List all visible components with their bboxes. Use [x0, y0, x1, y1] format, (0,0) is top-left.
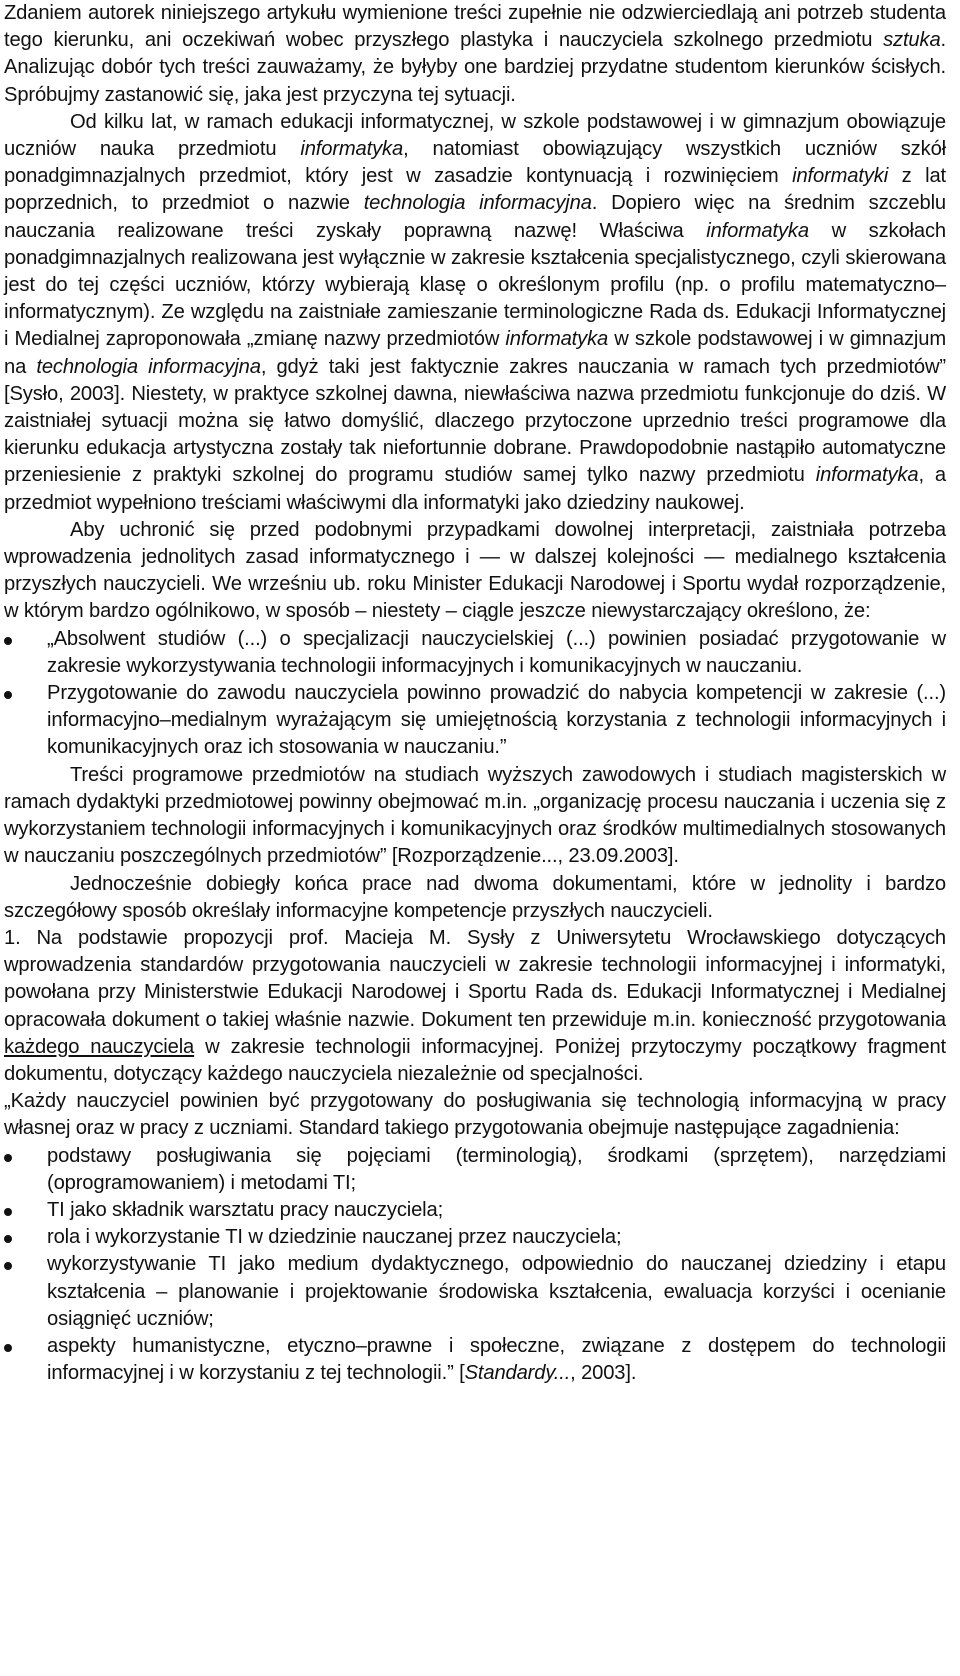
- paragraph-intro: [4, 0, 946, 109]
- italic-term: informatyka: [505, 328, 609, 351]
- list-item: TI jako składnik warsztatu pracy nauczyciela;: [4, 1197, 946, 1224]
- text: 1. Na podstawie propozycji prof. Macieja M. Sysły z Uniwersytetu Wrocławskiego dotyczących wprowadzenia standardów przygotowania nauczycieli w zakresie technologii informacyjnej i informatyki, powołana przy Ministerstwie Edukacji Narodowej i Sportu Rada ds. Edukacji Informatycznej i Medialnej opracowała dokument o takiej właśnie nazwie. Dokument ten przewiduje m.in. konieczność przygotowania: [4, 926, 946, 1031]
- text: . Dopiero więc na średnim szczeblu nauczania realizowane treści zyskały poprawną nazwę! Właściwa: [4, 192, 947, 242]
- list-item: Przygotowanie do zawodu nauczyciela powinno prowadzić do nabycia kompetencji w zakresie (...) informacyjno–medialnym wyrażającym się umiejętnością korzystania z technologii informacyjnych i komunikacyjnych oraz ich stosowania w nauczaniu.”: [4, 680, 946, 762]
- text: w szkole podstawowej i w gimnazjum na: [4, 328, 946, 378]
- text: , a przedmiot wypełniono treściami właściwymi dla informatyki jako dziedziny naukowej.: [4, 464, 946, 514]
- list-item: „Absolwent studiów (...) o specjalizacji nauczycielskiej (...) powinien posiadać przygotowanie w zakresie wykorzystywania technologii informacyjnych i komunikacyjnych w nauczaniu.: [4, 626, 946, 680]
- paragraph-documents: Jednocześnie dobiegły końca prace nad dwoma dokumentami, które w jednolity i bardzo szczegółowy sposób określały informacyjne kompetencje przyszłych nauczycieli.: [4, 872, 946, 922]
- text: Zdaniem autorek niniejszego artykułu wymienione treści zupełnie nie odzwierciedlają ani potrzeb studenta tego kierunku, ani oczekiwań wobec przyszłego plastyka i nauczyciela szkolnego przedmiotu: [4, 2, 946, 52]
- italic-term: technologia informacyjna: [363, 192, 592, 215]
- italic-term: informatyka: [706, 219, 809, 242]
- text: z lat poprzednich, to przedmiot o nazwie: [4, 165, 946, 215]
- italic-term: technologia informacyjna: [36, 355, 261, 378]
- quote-bullet-list: [4, 626, 946, 762]
- italic-citation: Standardy...: [464, 1362, 571, 1385]
- text: , 2003].: [570, 1362, 637, 1385]
- paragraph-program-content: Treści programowe przedmiotów na studiach wyższych zawodowych i studiach magisterskich w ramach dydaktyki przedmiotowej powinny obejmować m.in. „organizację procesu nauczania i uczenia się z wykorzystaniem technologii informacyjnych i komunikacyjnych oraz środków multimedialnych stosowanych w nauczaniu poszczególnych przedmiotów” [Rozporządzenie..., 23.09.2003].: [4, 763, 946, 868]
- text: , natomiast obowiązujący wszystkich uczniów szkół ponadgimnazjalnych przedmiot, który jest w zasadzie kontynuacją i rozwinięciem: [4, 138, 946, 188]
- italic-term: informatyki: [792, 165, 889, 188]
- paragraph-informatics: [4, 109, 946, 517]
- text: . Analizując dobór tych treści zauważamy, że byłyby one bardziej przydatne studentom kierunków ścisłych. Spróbujmy zastanowić się, jaka jest przyczyna tej sytuacji.: [4, 29, 946, 106]
- text: w szkołach ponadgimnazjalnych realizowana jest wyłącznie w zakresie kształcenia specjalistycznego, czyli skierowana jest do tej części uczniów, którzy wybierają klasę o określonym profilu (np. o profilu matematyczno–informatycznym). Ze względu na zaistniałe zamieszanie terminologiczne Rada ds. Edukacji Informatycznej i Medialnej zaproponowała „zmianę nazwy przedmiotów: [4, 219, 946, 351]
- text: Od kilku lat, w ramach edukacji informatycznej, w szkole podstawowej i w gimnazjum obowiązuje uczniów nauka przedmiotu: [4, 110, 946, 161]
- list-item: wykorzystywanie TI jako medium dydaktycznego, odpowiednio do nauczanej dziedziny i etapu kształcenia – planowanie i projektowanie środowiska kształcenia, ewaluacja korzyści i ocenianie osiągnięć uczniów;: [4, 1251, 946, 1333]
- paragraph-standards-intro: [4, 925, 946, 1088]
- list-item: podstawy posługiwania się pojęciami (terminologią), środkami (sprzętem), narzędziami (oprogramowaniem) i metodami TI;: [4, 1143, 946, 1197]
- text: aspekty humanistyczne, etyczno–prawne i społeczne, związane z dostępem do technologii informacyjnej i w korzystaniu z tej technologii.” [: [47, 1334, 946, 1385]
- standard-bullet-list: [4, 1143, 946, 1388]
- list-item: [4, 1333, 946, 1387]
- italic-term: informatyka: [815, 464, 919, 487]
- paragraph-regulation: Aby uchronić się przed podobnymi przypadkami dowolnej interpretacji, zaistniała potrzeba wprowadzenia jednolitych zasad informatycznego i — w dalszej kolejności — medialnego kształcenia przyszłych nauczycieli. We wrześniu ub. roku Minister Edukacji Narodowej i Sportu wydał rozporządzenie, w którym bardzo ogólnikowo, w sposób – niestety – ciągle jeszcze niewystarczający określono, że:: [4, 518, 946, 623]
- underlined-term: każdego nauczyciela: [4, 1035, 195, 1058]
- text: w zakresie technologii informacyjnej. Poniżej przytoczymy początkowy fragment dokumentu, dotyczący każdego nauczyciela niezależnie od specjalności.: [4, 1035, 946, 1085]
- list-item: rola i wykorzystanie TI w dziedzinie nauczanej przez nauczyciela;: [4, 1224, 946, 1251]
- text: , gdyż taki jest faktycznie zakres nauczania w ramach tych przedmiotów” [Sysło, 2003]. Niestety, w praktyce szkolnej dawna, niewłaściwa nazwa przedmiotu funkcjonuje do dziś. W zaistniałej sytuacji można się łatwo domyślić, dlaczego przytoczone uprzednio treści programowe dla kierunku edukacja artystyczna zostały tak niefortunnie dobrane. Prawdopodobnie nastąpiło automatyczne przeniesienie z praktyki szkolnej do programu studiów samej tylko nazwy przedmiotu: [4, 355, 946, 487]
- italic-term: informatyka: [300, 138, 404, 161]
- italic-term: sztuka: [883, 29, 941, 52]
- paragraph-standard-quote: „Każdy nauczyciel powinien być przygotowany do posługiwania się technologią informacyjną w pracy własnej oraz w pracy z uczniami. Standard takiego przygotowania obejmuje następujące zagadnienia:: [4, 1090, 946, 1140]
